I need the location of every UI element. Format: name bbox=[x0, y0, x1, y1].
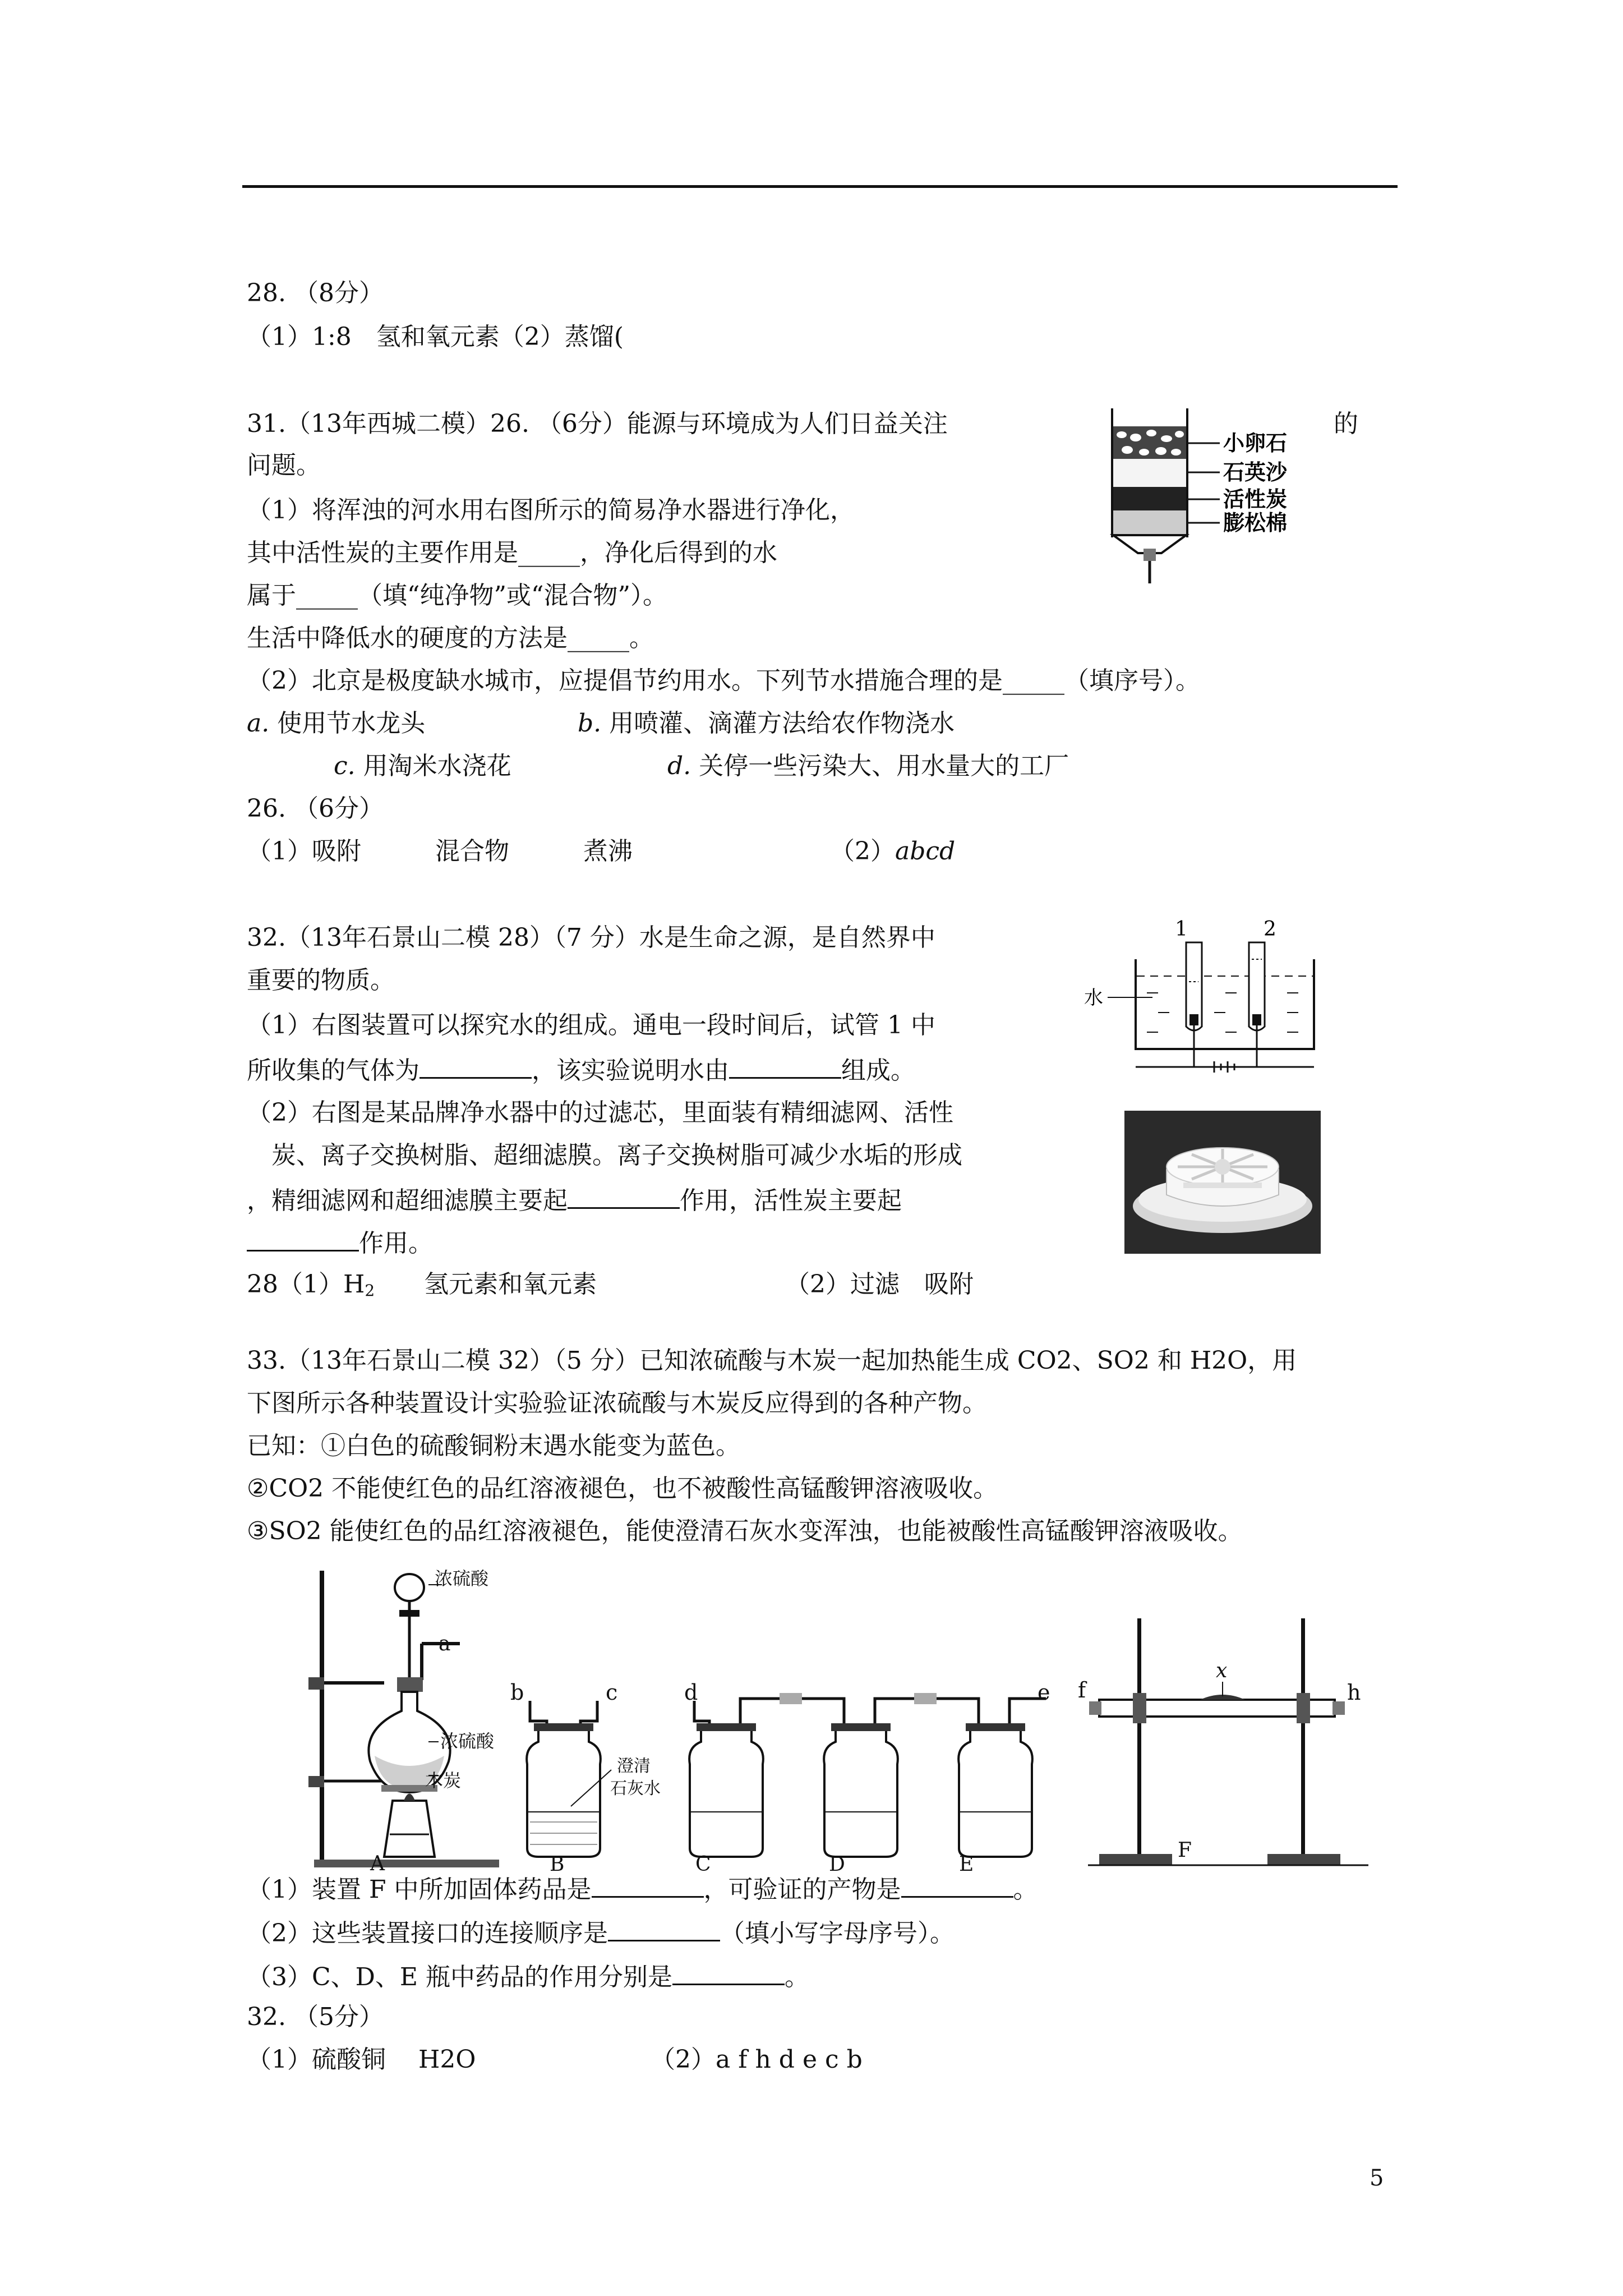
label-F: F bbox=[1178, 1839, 1192, 1862]
q33-line1: 33.（13年石景山二模 32）（5 分）已知浓硫酸与木炭一起加热能生成 CO2、SO2 和 H2O，用 bbox=[247, 1346, 1297, 1375]
answer-blank bbox=[901, 1871, 1013, 1898]
q33-line3: 已知：①白色的硫酸铜粉末遇水能变为蓝色。 bbox=[247, 1432, 740, 1460]
q31-line6: 生活中降低水的硬度的方法是_____。 bbox=[247, 624, 654, 652]
label-h: h bbox=[1347, 1680, 1361, 1705]
q32-line2: 重要的物质。 bbox=[247, 966, 395, 995]
text-part: 组成。 bbox=[841, 1056, 915, 1085]
label-limewater-2: 石灰水 bbox=[610, 1779, 661, 1798]
q31-answer-1: （1）吸附 混合物 煮沸 bbox=[247, 837, 633, 866]
text-part: 氢元素和氧元素 bbox=[375, 1270, 597, 1299]
text-part: 所收集的气体为 bbox=[247, 1056, 419, 1085]
label-f: f bbox=[1078, 1678, 1086, 1703]
header-rule bbox=[242, 185, 1398, 188]
answer-value: abcd bbox=[895, 837, 956, 866]
q31-line4: 其中活性炭的主要作用是_____，净化后得到的水 bbox=[247, 539, 777, 567]
label-charcoal: 木炭 bbox=[425, 1770, 462, 1791]
label-x: x bbox=[1216, 1659, 1228, 1682]
text-part: 。 bbox=[785, 1963, 810, 1991]
option-letter: a. bbox=[247, 709, 270, 738]
filter-label-sand: 石英沙 bbox=[1223, 460, 1288, 485]
q33-answer-2: （2）a f h d e c b bbox=[651, 2045, 863, 2074]
text-part: （填小写字母序号）。 bbox=[720, 1919, 955, 1948]
text-part: ，该实验说明水由 bbox=[532, 1056, 729, 1085]
q32-line1: 32.（13年石景山二模 28）（7 分）水是生命之源，是自然界中 bbox=[247, 923, 935, 952]
text-part: 作用，活性炭主要起 bbox=[680, 1186, 902, 1215]
option-text: 用喷灌、滴灌方法给农作物浇水 bbox=[601, 709, 955, 738]
option-letter: b. bbox=[578, 709, 602, 738]
filter-label-cotton: 膨松棉 bbox=[1223, 510, 1288, 535]
label-E: E bbox=[959, 1853, 974, 1876]
text-part: 28（1）H bbox=[247, 1270, 365, 1299]
label-e: e bbox=[1038, 1680, 1050, 1705]
label-c: c bbox=[606, 1680, 618, 1705]
label-limewater-1: 澄清 bbox=[617, 1756, 651, 1776]
answer-blank bbox=[247, 1225, 359, 1251]
answer-label: （2） bbox=[830, 837, 895, 866]
q33-line2: 下图所示各种装置设计实验验证浓硫酸与木炭反应得到的各种产物。 bbox=[247, 1389, 987, 1418]
subscript: 2 bbox=[365, 1281, 375, 1300]
q31-answer-heading: 26. （6分） bbox=[247, 794, 384, 823]
q31-line2: 问题。 bbox=[247, 451, 321, 480]
option-text: 使用节水龙头 bbox=[269, 709, 426, 738]
label-d: d bbox=[684, 1680, 698, 1705]
text-part: ，精细滤网和超细滤膜主要起 bbox=[247, 1186, 568, 1215]
q33-answer-heading: 32. （5分） bbox=[247, 2003, 384, 2031]
text-part: （3）C、D、E 瓶中药品的作用分别是 bbox=[247, 1963, 673, 1991]
q32-answer bbox=[247, 1269, 597, 1306]
q32-line6: 炭、离子交换树脂、超细滤膜。离子交换树脂可减少水垢的形成 bbox=[247, 1141, 962, 1170]
q28-heading: 28. （8分） bbox=[247, 279, 384, 307]
tube-label-1: 1 bbox=[1175, 918, 1188, 941]
label-acid-top: 浓硫酸 bbox=[435, 1568, 489, 1589]
text-part: ，可验证的产物是 bbox=[703, 1875, 901, 1904]
answer-blank bbox=[672, 1959, 785, 1985]
electrolysis-diagram bbox=[1074, 914, 1332, 1083]
page-number: 5 bbox=[1370, 2165, 1384, 2191]
answer-blank bbox=[568, 1182, 680, 1209]
answer-blank bbox=[592, 1871, 704, 1898]
q31-line5: 属于_____（填“纯净物”或“混合物”）。 bbox=[247, 581, 667, 610]
q33-q1 bbox=[247, 1871, 1038, 1906]
water-label: 水 bbox=[1084, 987, 1103, 1009]
text-part: （1）装置 F 中所加固体药品是 bbox=[247, 1875, 592, 1904]
q32-line7 bbox=[247, 1182, 902, 1217]
apparatus-diagram bbox=[292, 1565, 1374, 1879]
text-part: （2）这些装置接口的连接顺序是 bbox=[247, 1919, 608, 1948]
q32-line4 bbox=[247, 1052, 915, 1087]
option-text: 用淘米水浇花 bbox=[355, 752, 511, 780]
label-b: b bbox=[510, 1680, 524, 1705]
label-a: a bbox=[439, 1632, 451, 1655]
q33-q3 bbox=[247, 1959, 809, 1993]
q31-line1: 31.（13年西城二模）26. （6分）能源与环境成为人们日益关注 bbox=[247, 409, 948, 438]
q33-line5: ③SO2 能使红色的品红溶液褪色，能使澄清石灰水变浑浊，也能被酸性高锰酸钾溶液吸收。 bbox=[247, 1517, 1243, 1545]
q31-answer-2 bbox=[830, 836, 955, 867]
filter-label-pebbles: 小卵石 bbox=[1223, 431, 1288, 455]
q31-line3: （1）将浑浊的河水用右图所示的简易净水器进行净化， bbox=[247, 496, 855, 524]
label-B: B bbox=[550, 1853, 565, 1876]
q32-answer-2: （2）过滤 吸附 bbox=[785, 1270, 974, 1299]
filter-cartridge-photo bbox=[1124, 1111, 1321, 1254]
q32-line8 bbox=[247, 1225, 433, 1259]
q31-option-b bbox=[578, 708, 955, 739]
q33-line4: ②CO2 不能使红色的品红溶液褪色，也不被酸性高锰酸钾溶液吸收。 bbox=[247, 1474, 998, 1503]
text-part: 。 bbox=[1013, 1875, 1038, 1904]
water-filter-diagram bbox=[1108, 404, 1310, 595]
label-acid-flask: 浓硫酸 bbox=[440, 1731, 495, 1752]
q31-line1-end: 的 bbox=[1334, 409, 1358, 438]
q33-q2 bbox=[247, 1915, 955, 1949]
q28-answer: （1）1:8 氢和氧元素（2）蒸馏( bbox=[247, 323, 624, 351]
label-D: D bbox=[829, 1853, 845, 1876]
filter-label-carbon: 活性炭 bbox=[1223, 487, 1288, 512]
q32-line5: （2）右图是某品牌净水器中的过滤芯，里面装有精细滤网、活性 bbox=[247, 1098, 953, 1127]
q31-line7: （2）北京是极度缺水城市，应提倡节约用水。下列节水措施合理的是_____（填序号）。 bbox=[247, 666, 1200, 695]
option-text: 关停一些污染大、用水量大的工厂 bbox=[691, 752, 1069, 780]
label-C: C bbox=[695, 1853, 711, 1876]
option-letter: d. bbox=[667, 752, 691, 780]
answer-blank bbox=[729, 1052, 841, 1079]
tube-label-2: 2 bbox=[1264, 918, 1276, 941]
q31-option-d bbox=[667, 751, 1069, 782]
q31-option-a bbox=[247, 708, 425, 739]
answer-blank bbox=[419, 1052, 532, 1079]
label-A: A bbox=[370, 1852, 385, 1875]
q32-line3: （1）右图装置可以探究水的组成。通电一段时间后，试管 1 中 bbox=[247, 1011, 935, 1039]
text-part: 作用。 bbox=[359, 1229, 433, 1258]
q31-option-c bbox=[334, 751, 511, 782]
option-letter: c. bbox=[334, 752, 356, 780]
q33-answer-1: （1）硫酸铜 H2O bbox=[247, 2045, 476, 2074]
answer-blank bbox=[608, 1915, 720, 1941]
